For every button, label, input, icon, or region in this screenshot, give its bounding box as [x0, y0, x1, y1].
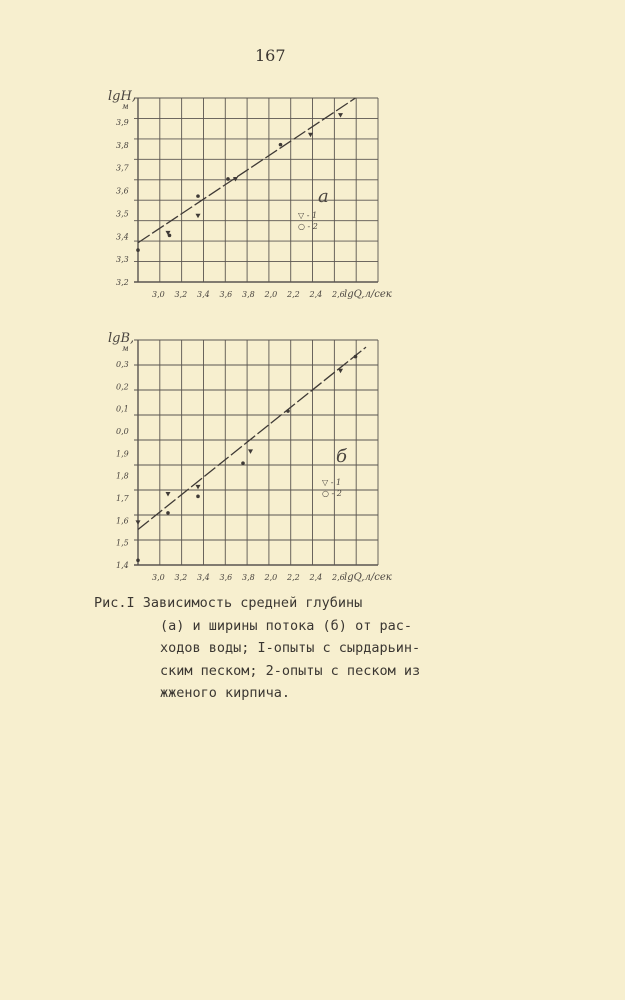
y-tick-label: 3,9	[116, 118, 129, 127]
data-point-triangle	[166, 492, 171, 497]
x-tick-label: 3,8	[242, 573, 255, 582]
x-tick-label: 3,4	[197, 290, 210, 299]
y-tick-label: 1,5	[116, 538, 129, 548]
data-point-circle	[136, 558, 140, 562]
x-tick-label: 3,0	[152, 573, 165, 582]
y-axis-label: lgB,	[108, 331, 135, 346]
data-point-triangle	[136, 520, 141, 525]
y-tick-label: 3,4	[116, 232, 129, 242]
caption-line: (а) и ширины потока (б) от рас-	[160, 617, 412, 634]
y-tick-label: 3,8	[116, 140, 129, 150]
x-tick-label: 2,4	[309, 573, 323, 582]
y-axis-unit: м	[122, 344, 129, 353]
subplot-letter: б	[336, 446, 347, 467]
y-axis-label: lgH,	[108, 89, 136, 104]
x-tick-label: 3,0	[152, 290, 165, 299]
y-tick-label: 0,1	[116, 404, 129, 414]
subplot-letter: a	[318, 186, 329, 207]
x-tick-label: 3,2	[174, 573, 188, 582]
data-point-circle	[166, 511, 170, 515]
legend-entry: ○ - 2	[322, 489, 342, 498]
y-tick-label: 1,4	[116, 561, 129, 570]
y-tick-label: 3,3	[116, 255, 129, 265]
caption-line: ходов воды; I-опыты с сырдарьин-	[160, 640, 421, 656]
x-tick-label: 2,0	[264, 290, 278, 299]
y-tick-label: 1,8	[116, 471, 129, 481]
caption-line: ским песком; 2-опыты с песком из	[160, 662, 421, 679]
x-tick-label: 2,2	[287, 573, 300, 582]
x-tick-label: 3,8	[242, 290, 255, 299]
figure-caption	[94, 592, 534, 705]
x-tick-label: 2,2	[287, 290, 300, 299]
y-tick-label: 0,2	[116, 382, 129, 392]
x-tick-label: 3,2	[174, 290, 188, 299]
data-point-triangle	[196, 485, 201, 490]
x-tick-label: 3,6	[219, 573, 233, 582]
x-tick-label: 3,6	[219, 290, 233, 299]
y-tick-label: 1,7	[116, 494, 129, 503]
y-tick-label: 1,6	[116, 516, 129, 526]
y-tick-label: 3,6	[116, 186, 129, 196]
legend-entry: ▽ - 1	[322, 478, 342, 487]
y-axis-unit: м	[122, 102, 129, 111]
x-tick-label: 2,4	[309, 290, 323, 299]
y-tick-label: 0,0	[116, 427, 129, 436]
caption-line: жженого кирпича.	[160, 685, 291, 701]
x-tick-label: 2,6	[332, 573, 345, 582]
y-tick-label: 3,2	[116, 278, 129, 287]
data-point-circle	[286, 409, 290, 413]
y-tick-label: 3,7	[116, 163, 129, 173]
data-point-circle	[196, 495, 200, 499]
trend-line	[138, 347, 366, 529]
data-point-triangle	[338, 369, 343, 374]
legend-entry: ○ - 2	[298, 222, 318, 231]
x-axis-label: lgQ,л/сек	[344, 572, 392, 583]
x-tick-label: 2,0	[264, 573, 278, 582]
data-point-triangle	[248, 449, 253, 454]
y-tick-label: 0,3	[116, 360, 129, 369]
x-tick-label: 3,4	[197, 573, 210, 582]
data-point-circle	[354, 355, 358, 359]
y-tick-label: 3,5	[116, 209, 129, 219]
y-tick-label: 1,9	[116, 449, 129, 459]
caption-line: Рис.I Зависимость средней глубины	[94, 595, 363, 611]
x-tick-label: 2,6	[332, 290, 345, 299]
x-axis-label: lgQ,л/сек	[344, 289, 392, 300]
data-point-circle	[241, 461, 245, 465]
page-number: 167	[255, 46, 286, 65]
legend-entry: ▽ - 1	[298, 211, 318, 220]
